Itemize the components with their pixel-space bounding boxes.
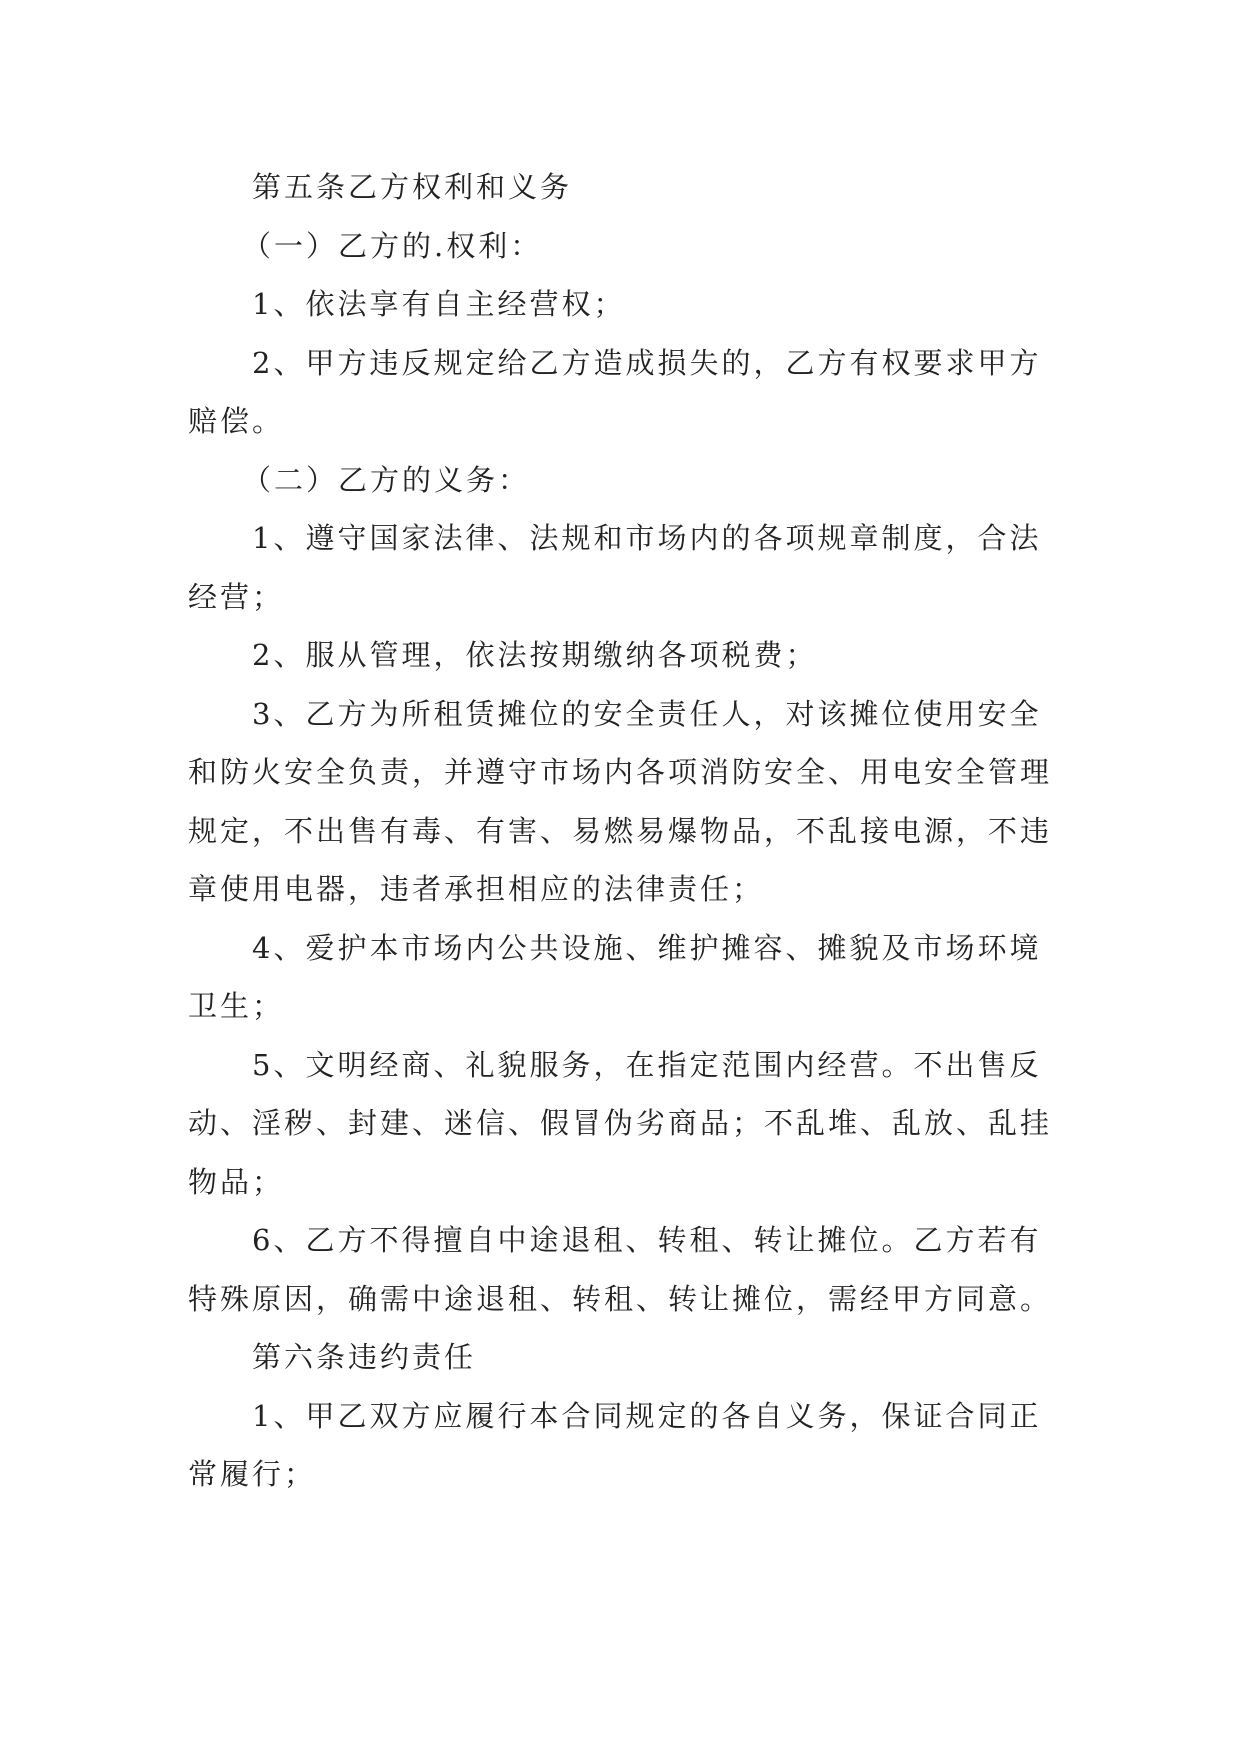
- section-rights-heading: （一）乙方的.权利：: [242, 228, 543, 263]
- rights-item-2: 2、甲方违反规定给乙方造成损失的，乙方有权要求甲方赔偿。: [188, 345, 1042, 438]
- duties-item-2: 2、服从管理，依法按期缴纳各项税费；: [252, 638, 818, 672]
- duties-item-6: 6、乙方不得擅自中途退租、转租、转让摊位。乙方若有特殊原因，确需中途退租、转租、转让摊位，需经甲方同意。: [188, 1223, 1053, 1316]
- duties-item-4: 4、爱护本市场内公共设施、维护摊容、摊貌及市场环境卫生；: [188, 930, 1042, 1023]
- duties-item-5: 5、文明经商、礼貌服务，在指定范围内经营。不出售反动、淫秽、封建、迷信、假冒伪劣商品；不乱堆、乱放、乱挂物品；: [188, 1047, 1053, 1199]
- article-5-heading: 第五条乙方权利和义务: [252, 170, 573, 204]
- rights-item-1: 1、依法享有自主经营权；: [252, 287, 626, 321]
- duties-item-3: 3、乙方为所租赁摊位的安全责任人，对该摊位使用安全和防火安全负责，并遵守市场内各项消防安全、用电安全管理规定，不出售有毒、有害、易燃易爆物品，不乱接电源，不违章使用电器，违者承担相应的法律责任；: [188, 696, 1053, 906]
- liability-item-1: 1、甲乙双方应履行本合同规定的各自义务，保证合同正常履行；: [188, 1398, 1042, 1491]
- document-body: [188, 158, 1056, 1504]
- article-6-heading: 第六条违约责任: [252, 1340, 477, 1374]
- section-duties-heading: （二）乙方的义务：: [242, 462, 531, 497]
- duties-item-1: 1、遵守国家法律、法规和市场内的各项规章制度，合法经营；: [188, 521, 1042, 614]
